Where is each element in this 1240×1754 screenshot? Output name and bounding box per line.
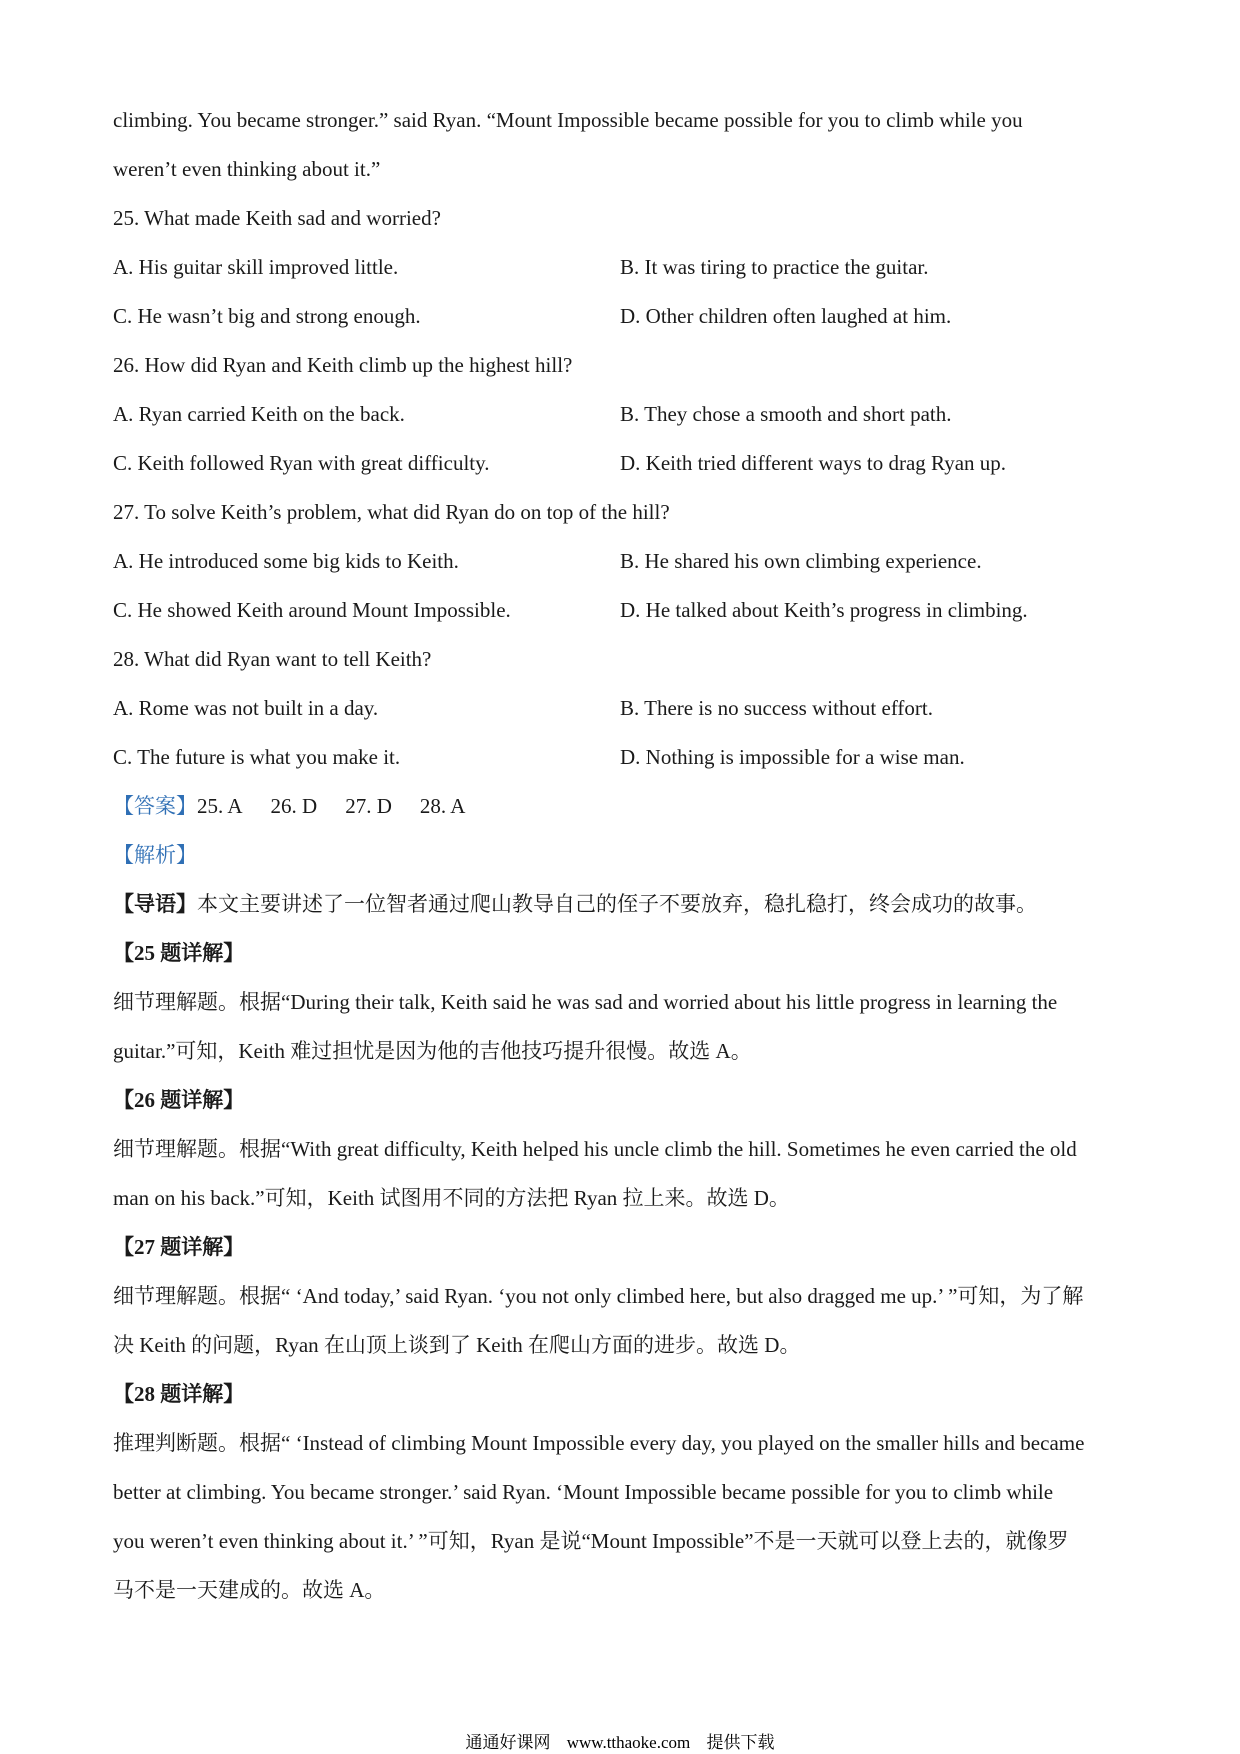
option-a: A. He introduced some big kids to Keith. (113, 549, 459, 573)
section-28 (113, 1370, 1133, 1615)
answer-item: 25. A (197, 794, 243, 818)
option-d: D. Nothing is impossible for a wise man. (620, 745, 965, 769)
options-row (113, 390, 1133, 439)
section-text: 推理判断题。根据“ ‘Instead of climbing Mount Impossible every day, you played on the smaller hills and became (113, 1431, 1085, 1455)
option-d: D. He talked about Keith’s progress in climbing. (620, 598, 1028, 622)
passage-line: weren’t even thinking about it.” (113, 157, 381, 181)
option-b: B. There is no success without effort. (620, 696, 934, 720)
option-c: C. Keith followed Ryan with great difficulty. (113, 451, 490, 475)
question-26 (113, 341, 1133, 488)
options-row (113, 733, 1133, 782)
options-row (113, 439, 1133, 488)
question-stem: 27. To solve Keith’s problem, what did Ryan do on top of the hill? (113, 500, 670, 524)
question-stem: 25. What made Keith sad and worried? (113, 206, 441, 230)
answer-line (113, 782, 1133, 831)
options-row (113, 537, 1133, 586)
intro-label: 【导语】 (113, 892, 197, 916)
section-text: 细节理解题。根据“ ‘And today,’ said Ryan. ‘you not only climbed here, but also dragged me up.’ ”可知，为了解 (113, 1284, 1084, 1308)
question-stem: 28. What did Ryan want to tell Keith? (113, 647, 432, 671)
intro-line (113, 880, 1133, 929)
option-c: C. He wasn’t big and strong enough. (113, 304, 421, 328)
question-25 (113, 194, 1133, 341)
options-row (113, 684, 1133, 733)
section-heading: 【26 题详解】 (113, 1088, 245, 1112)
answer-item: 26. D (270, 794, 318, 818)
section-heading: 【25 题详解】 (113, 941, 245, 965)
section-26 (113, 1076, 1133, 1223)
section-25 (113, 929, 1133, 1076)
option-d: D. Other children often laughed at him. (620, 304, 952, 328)
section-text: you weren’t even thinking about it.’ ”可知，Ryan 是说“Mount Impossible”不是一天就可以登上去的，就像罗 (113, 1529, 1069, 1553)
option-a: A. His guitar skill improved little. (113, 255, 399, 279)
footer-site-name: 通通好课网 (465, 1733, 551, 1752)
section-text: better at climbing. You became stronger.’ said Ryan. ‘Mount Impossible became possible for you to climb while (113, 1480, 1054, 1504)
options-row (113, 586, 1133, 635)
section-text: 细节理解题。根据“During their talk, Keith said he was sad and worried about his little progress in learning the (113, 990, 1058, 1014)
analysis-label: 【解析】 (113, 843, 197, 867)
document-page (113, 96, 1133, 1615)
section-text: guitar.”可知，Keith 难过担忧是因为他的吉他技巧提升很慢。故选 A。 (113, 1039, 752, 1063)
intro-text: 本文主要讲述了一位智者通过爬山教导自己的侄子不要放弃，稳扎稳打，终会成功的故事。 (197, 892, 1037, 916)
option-c: C. He showed Keith around Mount Impossible. (113, 598, 511, 622)
option-a: A. Ryan carried Keith on the back. (113, 402, 405, 426)
footer-url[interactable]: www.tthaoke.com (566, 1733, 691, 1752)
section-text: 细节理解题。根据“With great difficulty, Keith helped his uncle climb the hill. Sometimes he even carried the old (113, 1137, 1077, 1161)
option-b: B. It was tiring to practice the guitar. (620, 255, 929, 279)
section-text: 决 Keith 的问题，Ryan 在山顶上谈到了 Keith 在爬山方面的进步。故选 D。 (113, 1333, 801, 1357)
question-stem: 26. How did Ryan and Keith climb up the highest hill? (113, 353, 573, 377)
option-d: D. Keith tried different ways to drag Ryan up. (620, 451, 1007, 475)
section-text: man on his back.”可知，Keith 试图用不同的方法把 Ryan 拉上来。故选 D。 (113, 1186, 790, 1210)
option-b: B. They chose a smooth and short path. (620, 402, 952, 426)
passage-end (113, 96, 1133, 194)
answer-label: 【答案】 (113, 794, 197, 818)
option-b: B. He shared his own climbing experience. (620, 549, 982, 573)
section-27 (113, 1223, 1133, 1370)
section-heading: 【27 题详解】 (113, 1235, 245, 1259)
option-c: C. The future is what you make it. (113, 745, 401, 769)
passage-line: climbing. You became stronger.” said Ryan. “Mount Impossible became possible for you to climb while you (113, 108, 1023, 132)
section-text: 马不是一天建成的。故选 A。 (113, 1578, 386, 1602)
section-heading: 【28 题详解】 (113, 1382, 245, 1406)
question-27 (113, 488, 1133, 635)
options-row (113, 292, 1133, 341)
footer-note: 提供下载 (706, 1733, 775, 1752)
question-28 (113, 635, 1133, 782)
options-row (113, 243, 1133, 292)
page-footer (0, 1728, 1240, 1753)
option-a: A. Rome was not built in a day. (113, 696, 379, 720)
answer-item: 27. D (345, 794, 392, 818)
answer-item: 28. A (419, 794, 466, 818)
